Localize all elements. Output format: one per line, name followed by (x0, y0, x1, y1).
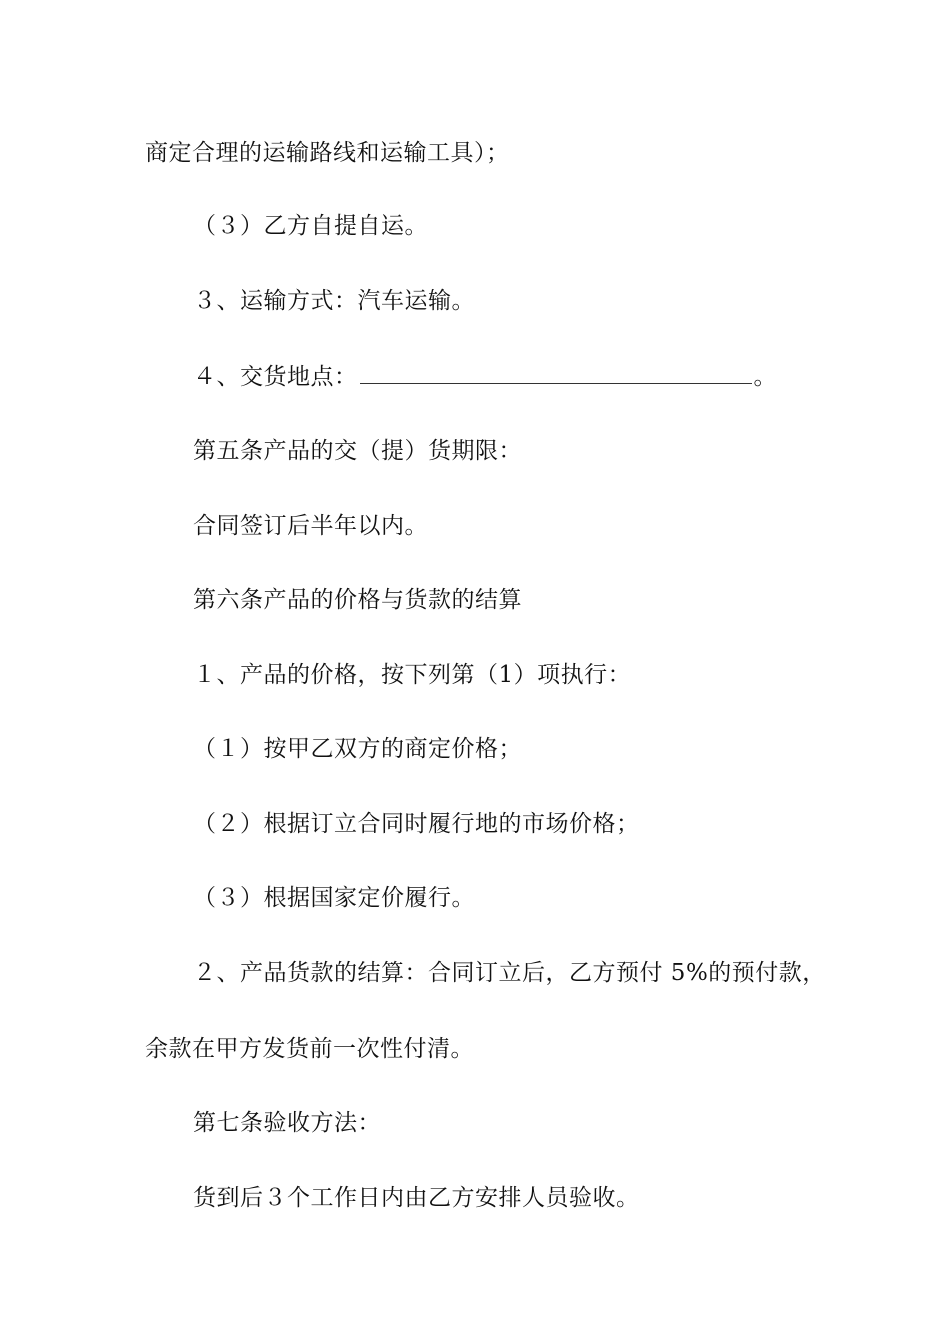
delivery-location-line (193, 362, 777, 392)
paragraph-line: （２）根据订立合同时履行地的市场价格； (193, 811, 640, 837)
paragraph-line: 货到后３个工作日内由乙方安排人员验收。 (193, 1185, 640, 1211)
paragraph-line: 合同签订后半年以内。 (193, 513, 428, 539)
fill-in-blank (360, 363, 752, 384)
period-mark: 。 (753, 364, 777, 390)
paragraph-line: （３）乙方自提自运。 (193, 213, 428, 239)
paragraph-line: 商定合理的运输路线和运输工具）； (145, 140, 510, 166)
article-heading: 第七条验收方法： (193, 1110, 381, 1136)
paragraph-line: 余款在甲方发货前一次性付清。 (145, 1036, 474, 1062)
paragraph-line: （３）根据国家定价履行。 (193, 885, 475, 911)
paragraph-line: ３、运输方式：汽车运输。 (193, 288, 475, 314)
paragraph-line: １、产品的价格，按下列第（1）项执行： (193, 662, 632, 688)
article-heading: 第六条产品的价格与货款的结算 (193, 587, 522, 613)
article-heading: 第五条产品的交（提）货期限： (193, 438, 522, 464)
paragraph-line: （１）按甲乙双方的商定价格； (193, 736, 522, 762)
delivery-location-label: ４、交货地点： (193, 364, 358, 390)
paragraph-line: ２、产品货款的结算：合同订立后，乙方预付 5%的预付款， (193, 960, 826, 986)
